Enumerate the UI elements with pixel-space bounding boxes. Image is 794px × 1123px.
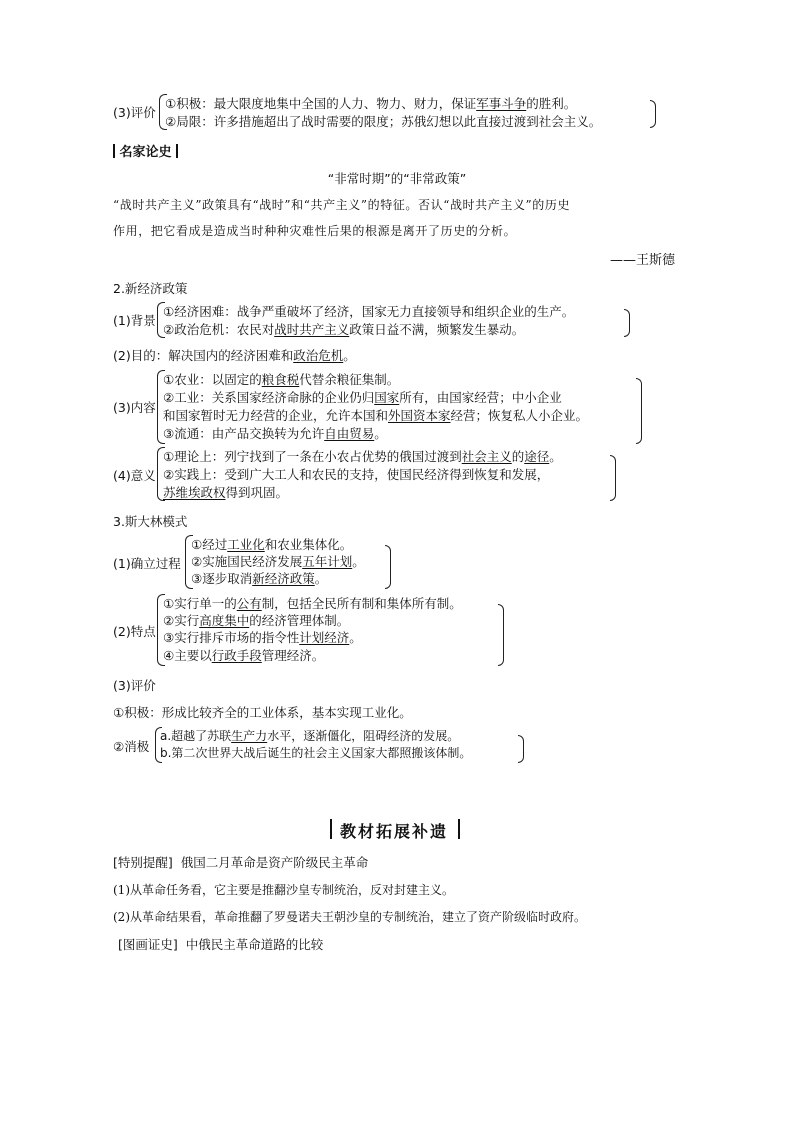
nep-purpose: (2)目的：解决国内的经济困难和政治危机。	[113, 348, 356, 363]
right-brace	[610, 455, 616, 501]
evaluation-label: (3)评价	[113, 105, 156, 120]
stalin-establish-1: ①经过工业化和农业集体化。	[191, 537, 353, 552]
evaluation-positive: ①积极：最大限度地集中全国的人力、物力、财力，保证军事斗争的胜利。	[165, 96, 577, 111]
nep-content-label: (3)内容	[113, 400, 156, 415]
right-brace	[624, 309, 630, 337]
right-brace	[498, 604, 504, 666]
supplement-title: 教材拓展补遗	[340, 822, 449, 841]
picture-evidence	[118, 935, 323, 953]
nep-significance-label: (4)意义	[113, 468, 156, 483]
stalin-evaluation-positive: ①积极：形成比较齐全的工业体系，基本实现工业化。	[113, 705, 412, 720]
title-bar-left	[330, 819, 332, 839]
famous-paragraph-line1: “战时共产主义”政策具有“战时”和“共产主义”的特征。否认“战时共产主义”的历史	[113, 198, 571, 212]
special-tip-tag: [特别提醒]	[113, 855, 173, 870]
picture-evidence-tag: [图画证史]	[118, 937, 178, 952]
stalin-feature-4: ④主要以行政手段管理经济。	[163, 648, 325, 663]
right-brace	[650, 100, 656, 128]
stalin-negative-a: a.超越了苏联生产力水平，逐渐僵化，阻碍经济的发展。	[160, 729, 460, 743]
nep-background-economic: ①经济困难：战争严重破坏了经济，国家无力直接领导和组织企业的生产。	[163, 304, 575, 319]
nep-heading: 2.新经济政策	[113, 281, 188, 296]
picture-evidence-text: 中俄民主革命道路的比较	[185, 937, 324, 952]
right-brace	[385, 545, 391, 589]
stalin-feature-3: ③实行排斥市场的指令性计划经济。	[163, 630, 362, 645]
stalin-establish-3: ③逐步取消新经济政策。	[191, 571, 328, 586]
tip-point-1: (1)从革命任务看，它主要是推翻沙皇专制统治，反对封建主义。	[113, 883, 455, 897]
famous-commentary-header	[113, 141, 178, 160]
famous-title: “非常时期”的“非常政策”	[327, 171, 467, 186]
stalin-feature-2: ②实行高度集中的经济管理体制。	[163, 613, 350, 628]
famous-header-text: 名家论史	[119, 145, 172, 160]
nep-significance-practice-cont: 苏维埃政权得到巩固。	[163, 485, 289, 500]
stalin-feature-1: ①实行单一的公有制，包括全民所有制和集体所有制。	[163, 596, 462, 611]
nep-significance-theory: ①理论上：列宁找到了一条在小农占优势的俄国过渡到社会主义的途径。	[163, 449, 562, 464]
stalin-evaluation-label: (3)评价	[113, 678, 156, 693]
famous-paragraph-line2: 作用，把它看成是造成当时种种灾难性后果的根源是离开了历史的分析。	[113, 224, 517, 238]
stalin-heading: 3.斯大林模式	[113, 514, 188, 529]
nep-significance-practice: ②实践上：受到广大工人和农民的支持，使国民经济得到恢复和发展，	[163, 467, 550, 482]
right-brace	[636, 378, 642, 444]
stalin-establish-label: (1)确立过程	[113, 556, 181, 571]
stalin-establish-2: ②实施国民经济发展五年计划。	[191, 554, 365, 569]
special-tip-text: 俄国二月革命是资产阶级民主革命	[180, 855, 369, 870]
nep-background-political: ②政治危机：农民对战时共产主义政策日益不满，频繁发生暴动。	[163, 322, 525, 337]
special-tip	[113, 853, 368, 871]
nep-content-industry-cont: 和国家暂时无力经营的企业，允许本国和外国资本家经营；恢复私人小企业。	[163, 408, 589, 423]
header-bar-right	[176, 144, 178, 158]
title-bar-right	[458, 819, 460, 839]
stalin-features-label: (2)特点	[113, 624, 156, 639]
stalin-negative-b: b.第二次世界大战后诞生的社会主义国家大都照搬该体制。	[160, 746, 472, 760]
nep-content-agriculture: ①农业：以固定的粮食税代替余粮征集制。	[163, 372, 400, 387]
nep-content-circulation: ③流通：由产品交换转为允许自由贸易。	[163, 426, 387, 441]
nep-background-label: (1)背景	[113, 313, 156, 328]
evaluation-limitation: ②局限：许多措施超出了战时需要的限度；苏俄幻想以此直接过渡到社会主义。	[165, 114, 602, 129]
famous-author: ——王斯德	[610, 253, 676, 268]
header-bar-left	[113, 144, 115, 158]
right-brace	[518, 735, 524, 763]
nep-content-industry: ②工业：关系国家经济命脉的企业仍归国家所有，由国家经营；中小企业	[163, 390, 562, 405]
tip-point-2: (2)从革命结果看，革命推翻了罗曼诺夫王朝沙皇的专制统治，建立了资产阶级临时政府。	[113, 910, 587, 924]
stalin-evaluation-negative-label: ②消极	[113, 739, 150, 754]
